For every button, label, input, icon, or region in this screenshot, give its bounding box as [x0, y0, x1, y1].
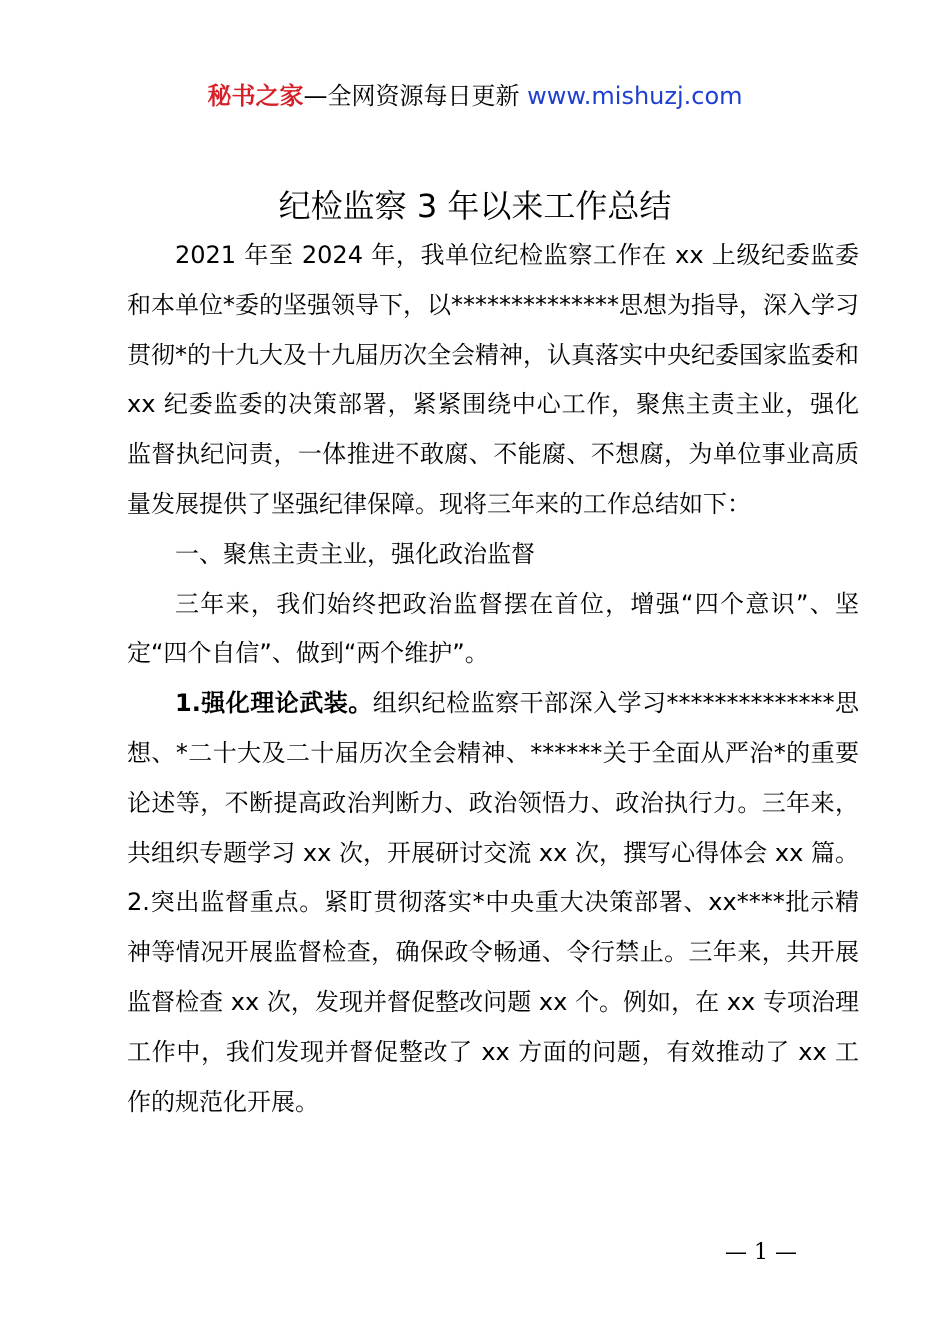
document-title: 纪检监察 3 年以来工作总结 — [278, 187, 672, 225]
section-item-paragraph — [127, 679, 859, 1127]
intro-paragraph: 2021 年至 2024 年，我单位纪检监察工作在 xx 上级纪委监委和本单位*委的坚强领导下，以**************思想为指导，深入学习贯彻*的十九大及十九届历次全会精神，认真落实中央纪委国家监委和 xx 纪委监委的决策部署，紧紧围绕中心工作，聚焦主责主业，强化监督执纪问责，一体推进不敢腐、不能腐、不想腐，为单位事业高质量发展提供了坚强纪律保障。现将三年来的工作总结如下： — [127, 241, 859, 518]
site-tagline: —全网资源每日更新 — [303, 82, 528, 110]
section-paragraph: 三年来，我们始终把政治监督摆在首位，增强“四个意识”、坚定“四个自信”、做到“两个维护”。 — [127, 589, 859, 668]
item-body: 组织纪检监察干部深入学习**************思想、*二十大及二十届历次全会精神、******关于全面从严治*的重要论述等，不断提高政治判断力、政治领悟力、政治执行力。三年来，共组织专题学习 xx 次，开展研讨交流 xx 次，撰写心得体会 xx 篇。2.突出监督重点。紧盯贯彻落实*中央重大决策部署、xx****批示精神等情况开展监督检查，确保政令畅通、令行禁止。三年来，共开展监督检查 xx 次，发现并督促整改问题 xx 个。例如，在 xx 专项治理工作中，我们发现并督促整改了 xx 方面的问题，有效推动了 xx 工作的规范化开展。 — [127, 689, 859, 1116]
section-heading: 一、聚焦主责主业，强化政治监督 — [175, 539, 535, 568]
document-body — [127, 231, 859, 1127]
site-url-link[interactable]: www.mishuzj.com — [527, 82, 743, 110]
page-number: — 1 — — [725, 1240, 797, 1265]
item-title: 1.强化理论武装。 — [175, 689, 373, 718]
site-header — [0, 78, 950, 114]
site-name: 秘书之家 — [207, 82, 304, 110]
